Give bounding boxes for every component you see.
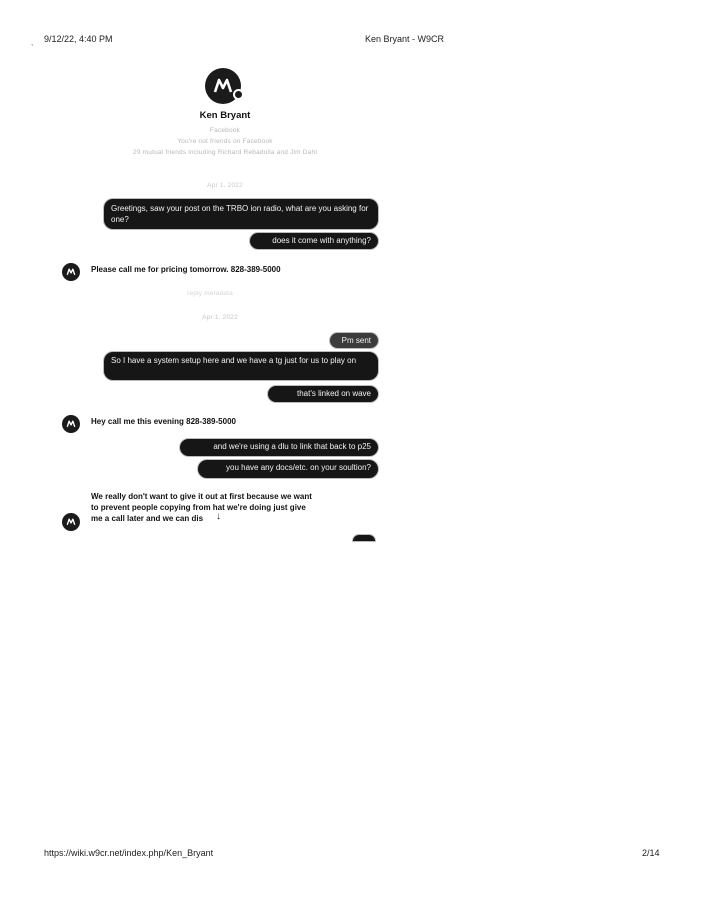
friend-status: You're not friends on Facebook [177,138,273,145]
mutual-friends: 29 mutual friends including Richard Rebadulla and Jim Dahl [133,149,317,156]
conversation-timestamp: Apr 1, 2022 [207,182,243,189]
message-bubble-sent[interactable]: does it come with anything? [250,233,378,249]
message-bubble-sent[interactable]: that's linked on wave [268,386,378,402]
motorola-logo-icon [64,515,78,529]
sender-avatar[interactable] [62,513,80,531]
profile-name: Ken Bryant [199,110,251,121]
profile-avatar[interactable] [205,68,241,104]
profile-platform: Facebook [209,127,241,134]
faded-reply-line: reply metadata [187,290,233,297]
motorola-logo-icon [64,417,78,431]
arrow-down-icon[interactable]: ↓ [216,511,221,522]
motorola-logo-icon [64,265,78,279]
print-datetime: 9/12/22, 4:40 PM [44,34,113,44]
presence-dot [233,89,244,100]
message-bubble-sent[interactable]: So I have a system setup here and we have a tg just for us to play on [104,352,378,380]
sender-avatar[interactable] [62,263,80,281]
print-url: https://wiki.w9cr.net/index.php/Ken_Bryant [44,848,214,858]
message-bubble-partial [353,535,375,541]
message-line: me a call later and we can dis [91,514,204,523]
message-line: to prevent people copying from hat we're doing just give [91,503,306,512]
message-received: Please call me for pricing tomorrow. 828-389-5000 [91,265,281,274]
message-line: We really don't want to give it out at first because we want [91,492,312,501]
message-bubble-sent[interactable]: and we're using a dlu to link that back to p25 [180,439,378,456]
faded-timestamp: Apr 1, 2022 [202,314,238,321]
message-bubble-sent[interactable]: Pm sent [330,333,378,348]
print-mark: ˎ [31,37,34,46]
sender-avatar[interactable] [62,415,80,433]
page-number: 2/14 [642,848,660,858]
message-received: Hey call me this evening 828-389-5000 [91,417,236,426]
print-title: Ken Bryant - W9CR [365,34,445,44]
message-bubble-sent[interactable]: you have any docs/etc. on your soultion? [198,460,378,478]
message-bubble-sent[interactable]: Greetings, saw your post on the TRBO ion radio, what are you asking for one? [104,199,378,229]
